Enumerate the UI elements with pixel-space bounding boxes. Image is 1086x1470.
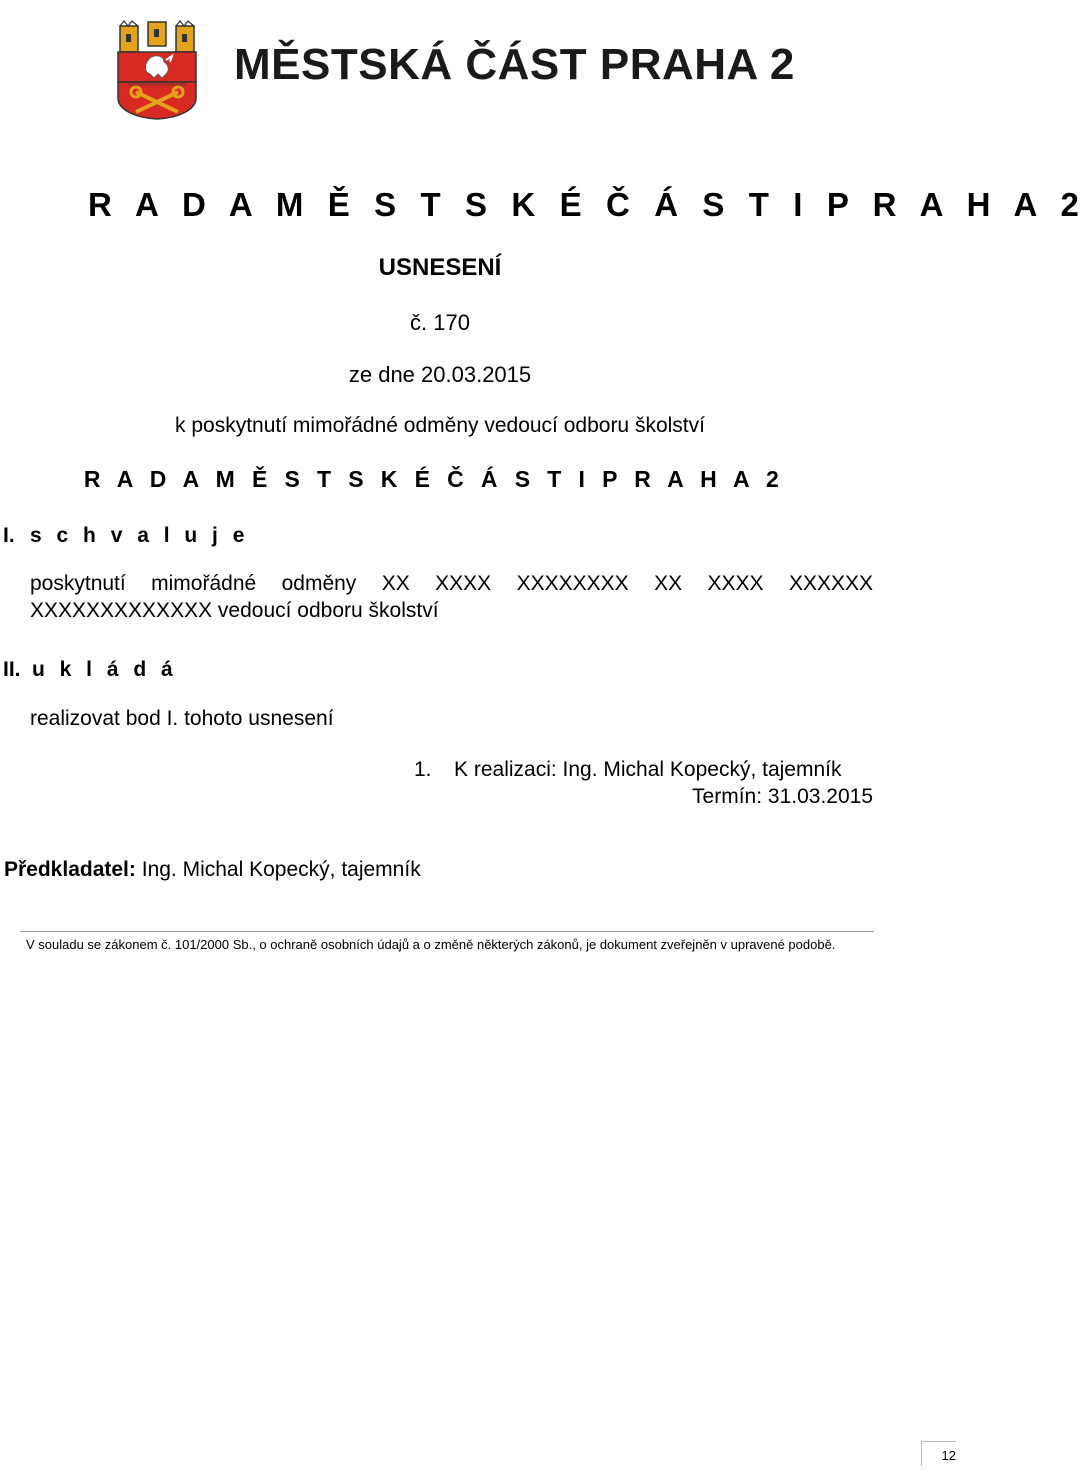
resolution-date: ze dne 20.03.2015 [348, 362, 532, 387]
section-1-line-1: poskytnutí mimořádné odměny XX XXXX XXXXXXXX XX XXXX XXXXXX [30, 572, 873, 595]
page-number: 12 [921, 1441, 956, 1466]
resolution-subject: k poskytnutí mimořádné odměny vedoucí odboru školství [175, 414, 705, 437]
brand-title: MĚSTSKÁ ČÁST PRAHA 2 [234, 40, 795, 89]
council-title: R A D A M Ě S T S K É Č Á S T I P R A H A 2 [88, 186, 1086, 223]
section-2-text: realizovat bod I. tohoto usnesení [30, 707, 334, 730]
coat-of-arms-icon [114, 20, 200, 120]
proposer [4, 858, 421, 882]
task-line [414, 756, 873, 783]
resolution-number: č. 170 [410, 310, 470, 335]
section-1-line-2: XXXXXXXXXXXXX vedoucí odboru školství [30, 599, 439, 622]
privacy-footnote: V souladu se zákonem č. 101/2000 Sb., o ochraně osobních údajů a o změně některých zákonů, je dokument zveřejněn v upravené podobě. [26, 937, 836, 952]
section-2-number: II. [3, 658, 21, 681]
task-number: 1. [414, 758, 432, 781]
footer-divider [20, 931, 874, 932]
task-block [414, 756, 873, 810]
section-1-text [30, 570, 873, 624]
section-1-verb: s c h v a l u j e [30, 524, 249, 547]
proposer-name: Ing. Michal Kopecký, tajemník [141, 858, 421, 881]
section-1-number: I. [3, 524, 15, 547]
document-type: USNESENÍ [378, 254, 502, 281]
proposer-label: Předkladatel: [4, 858, 136, 881]
council-subtitle: R A D A M Ě S T S K É Č Á S T I P R A H A 2 [83, 466, 785, 492]
section-2-verb: u k l á d á [32, 658, 178, 681]
task-deadline: Termín: 31.03.2015 [692, 785, 873, 808]
task-assignee: K realizaci: Ing. Michal Kopecký, tajemník [454, 758, 842, 781]
